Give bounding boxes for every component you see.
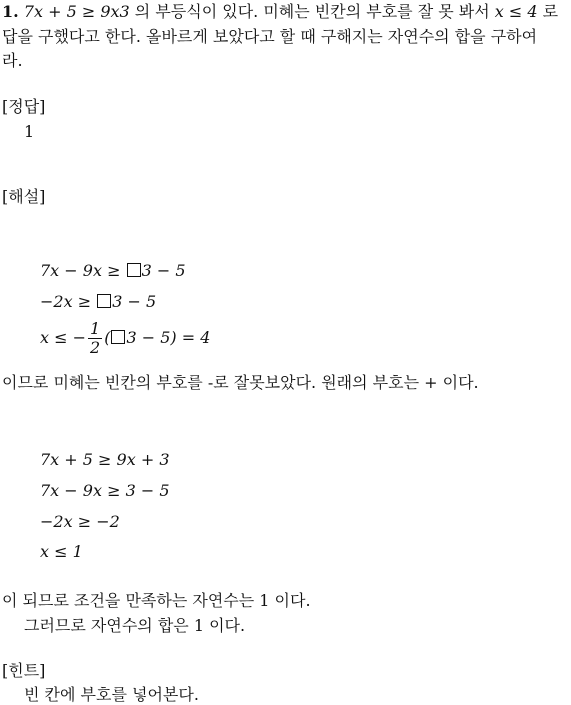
problem-number: 1. — [2, 2, 19, 21]
problem-text-2: 로 — [537, 2, 559, 21]
solution-label: [해설] — [2, 187, 46, 206]
answer-value: 1 — [24, 122, 35, 141]
problem-line-1 — [2, 2, 558, 22]
hint-text: 빈 칸에 부호를 넣어본다. — [24, 685, 199, 704]
solution-eq-5: 7x − 9x ≥ 3 − 5 — [40, 481, 170, 500]
solution-conclusion-1: 이 되므로 조건을 만족하는 자연수는 1 이다. — [2, 591, 311, 610]
problem-text-1: 의 부등식이 있다. 미혜는 빈칸의 부호를 잘 못 봐서 — [129, 2, 495, 21]
solution-eq-3: x ≤ − $\frac{1}{2}$ ( 3 − 5) = 4 — [40, 319, 211, 357]
solution-eq-1: 7x − 9x ≥ 3 − 5 — [40, 261, 186, 280]
solution-eq-4: 7x + 5 ≥ 9x + 3 — [40, 450, 170, 469]
blank-box — [127, 263, 141, 277]
blank-box — [111, 330, 125, 344]
problem-line-2: 답을 구했다고 한다. 올바르게 보았다고 할 때 구해지는 자연수의 합을 구하여 — [2, 27, 538, 46]
solution-eq-6: −2x ≥ −2 — [40, 512, 120, 531]
problem-inequality: 7x + 5 ≥ 9x3 — [23, 2, 130, 21]
hint-label: [힌트] — [2, 661, 46, 680]
problem-wrong-answer: x ≤ 4 — [494, 2, 538, 21]
solution-eq-7: x ≤ 1 — [40, 542, 83, 561]
fraction: $\frac{1}{2}$ — [90, 319, 101, 357]
solution-eq-2: −2x ≥ 3 − 5 — [40, 292, 157, 311]
solution-conclusion-2: 그러므로 자연수의 합은 1 이다. — [24, 616, 246, 635]
blank-box — [97, 294, 111, 308]
problem-line-3: 라. — [2, 51, 23, 70]
answer-label: [정답] — [2, 97, 46, 116]
solution-middle-text: 이므로 미혜는 빈칸의 부호를 -로 잘못보았다. 원래의 부호는 + 이다. — [2, 373, 479, 392]
